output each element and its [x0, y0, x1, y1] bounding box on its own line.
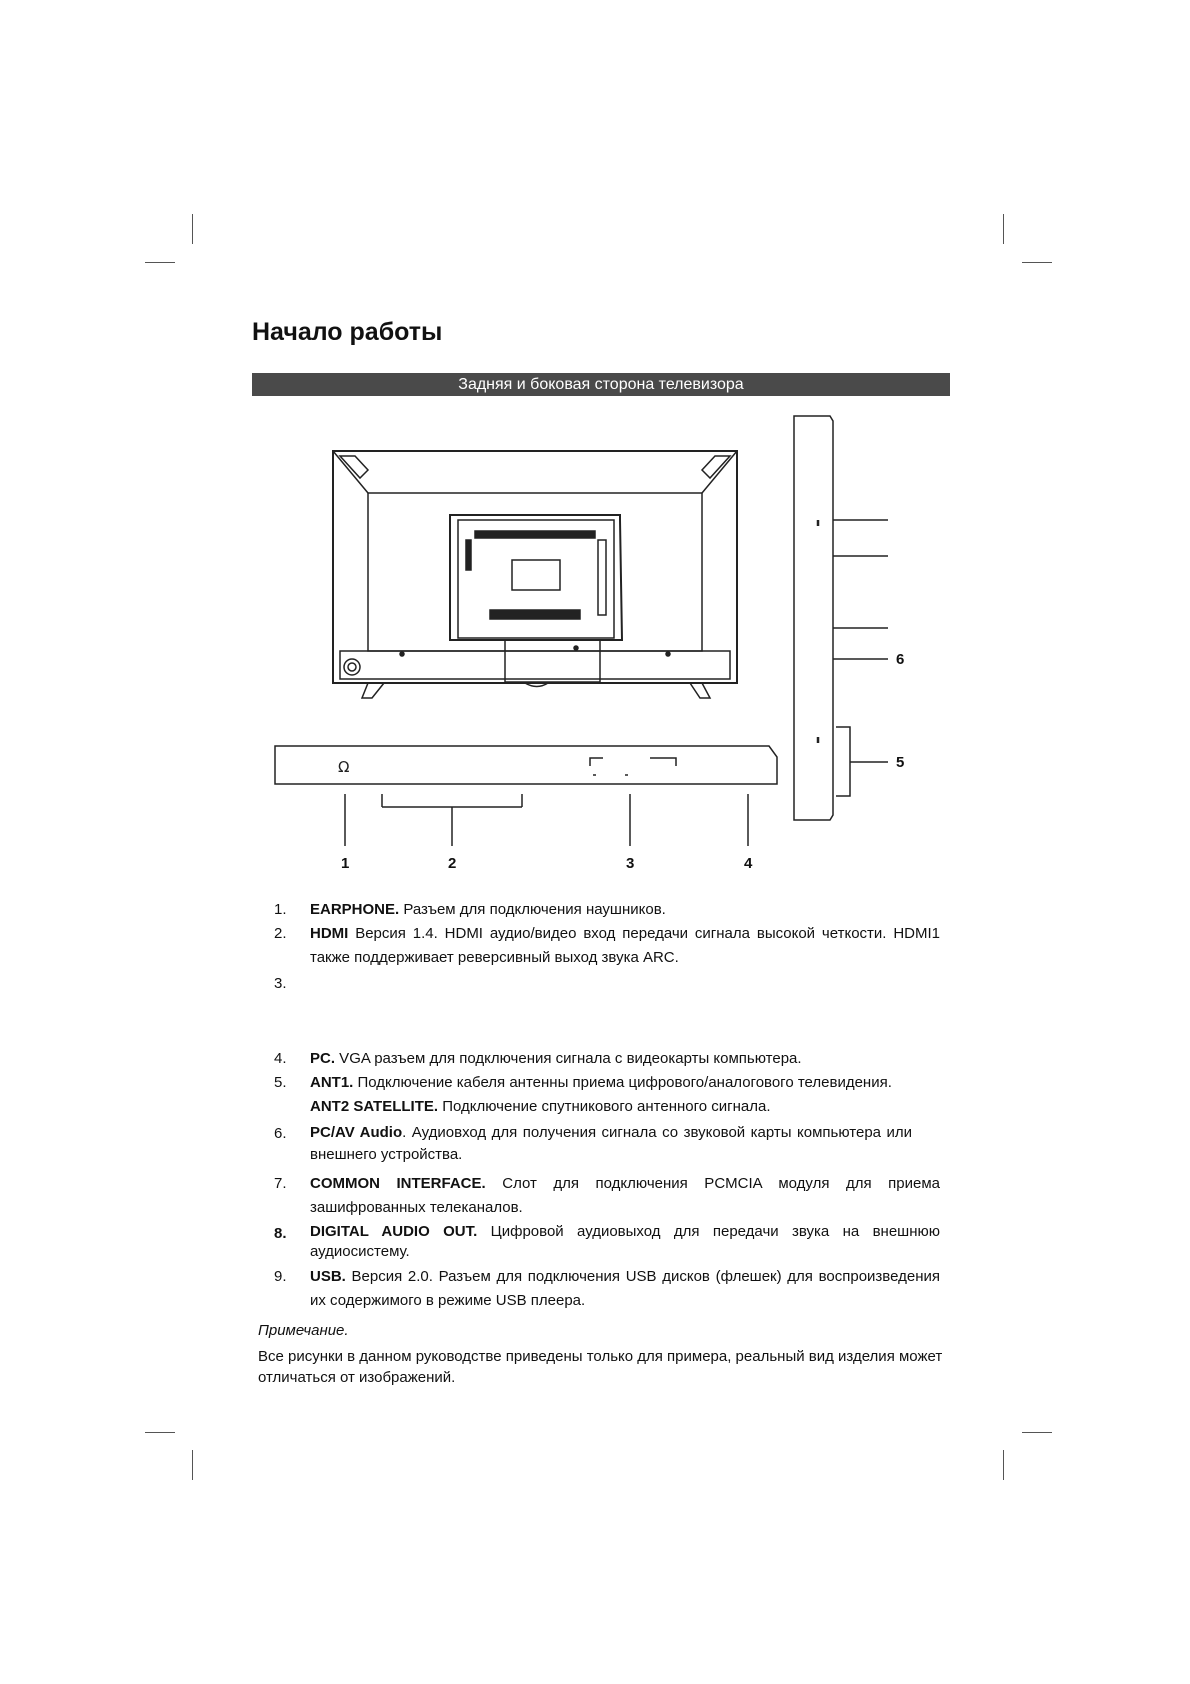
crop-mark [1022, 1432, 1052, 1433]
tv-rear-view [333, 451, 737, 698]
callout-6: 6 [896, 651, 905, 668]
item-number: 9. [274, 1268, 287, 1285]
tv-side-profile [794, 416, 888, 820]
item-term: EARPHONE. [310, 901, 400, 918]
callout-4: 4 [744, 855, 753, 872]
item-term: DIGITAL AUDIO OUT. [310, 1223, 478, 1240]
item-number: 4. [274, 1050, 287, 1067]
item-number: 1. [274, 901, 287, 918]
item-term: PC. [310, 1050, 336, 1067]
list-item [272, 1172, 940, 1220]
item-number: 7. [274, 1175, 287, 1192]
crop-mark [145, 1432, 175, 1433]
list-item [272, 922, 940, 970]
item-text: Слот для подключения PCMCIA модуля для приема зашифрованных телеканалов. [310, 1175, 940, 1216]
crop-mark [192, 1450, 193, 1480]
item-text: Версия 2.0. Разъем для подключения USB дисков (флешек) для воспроизведения их содержимого в режиме USB плеера. [310, 1268, 940, 1309]
item-text: Подключение спутникового антенного сигнала. [438, 1098, 771, 1115]
item-term: COMMON INTERFACE. [310, 1175, 486, 1192]
list-item [272, 972, 940, 996]
crop-mark [1003, 1450, 1004, 1480]
item-text: Разъем для подключения наушников. [399, 901, 666, 918]
list-item [272, 1071, 940, 1119]
item-text: VGA разъем для подключения сигнала с видеокарты компьютера. [335, 1050, 802, 1067]
section-header: Задняя и боковая сторона телевизора [252, 373, 950, 396]
callout-2: 2 [448, 855, 457, 872]
list-item [272, 1122, 912, 1170]
callout-3: 3 [626, 855, 635, 872]
list-item [272, 1047, 940, 1071]
page-title: Начало работы [252, 318, 443, 346]
item-term: HDMI [310, 925, 349, 942]
item-text: Версия 1.4. HDMI аудио/видео вход передачи сигнала высокой четкости. HDMI1 также поддерживает реверсивный выход звука ARC. [310, 925, 940, 966]
item-term: USB. [310, 1268, 346, 1285]
item-number: 2. [274, 925, 287, 942]
callout-5: 5 [896, 754, 905, 771]
item-term: ANT1. [310, 1074, 354, 1091]
note-text: Все рисунки в данном руководстве приведены только для примера, реальный вид изделия может отличаться от изображений. [258, 1348, 943, 1386]
callout-1: 1 [341, 855, 350, 872]
item-number: 8. [274, 1225, 287, 1242]
item-term: PC/AV Audio [310, 1124, 403, 1141]
tv-side-panel [275, 746, 777, 846]
item-number: 6. [274, 1125, 287, 1142]
item-text: Подключение кабеля антенны приема цифрового/аналогового телевидения. [353, 1074, 892, 1091]
item-text: . Аудиовход для получения сигнала со звуковой карты компьютера или внешнего устройства. [310, 1124, 912, 1163]
list-item [272, 1222, 940, 1266]
note-label: Примечание. [258, 1322, 349, 1339]
earphone-icon: Ω [338, 758, 350, 776]
list-item [272, 898, 940, 922]
item-term: ANT2 SATELLITE. [310, 1098, 439, 1115]
item-text: Цифровой аудиовыход для передачи звука на внешнюю аудиосистему. [310, 1223, 941, 1260]
item-number: 3. [274, 975, 287, 992]
item-number: 5. [274, 1074, 287, 1091]
list-item [272, 1265, 940, 1313]
